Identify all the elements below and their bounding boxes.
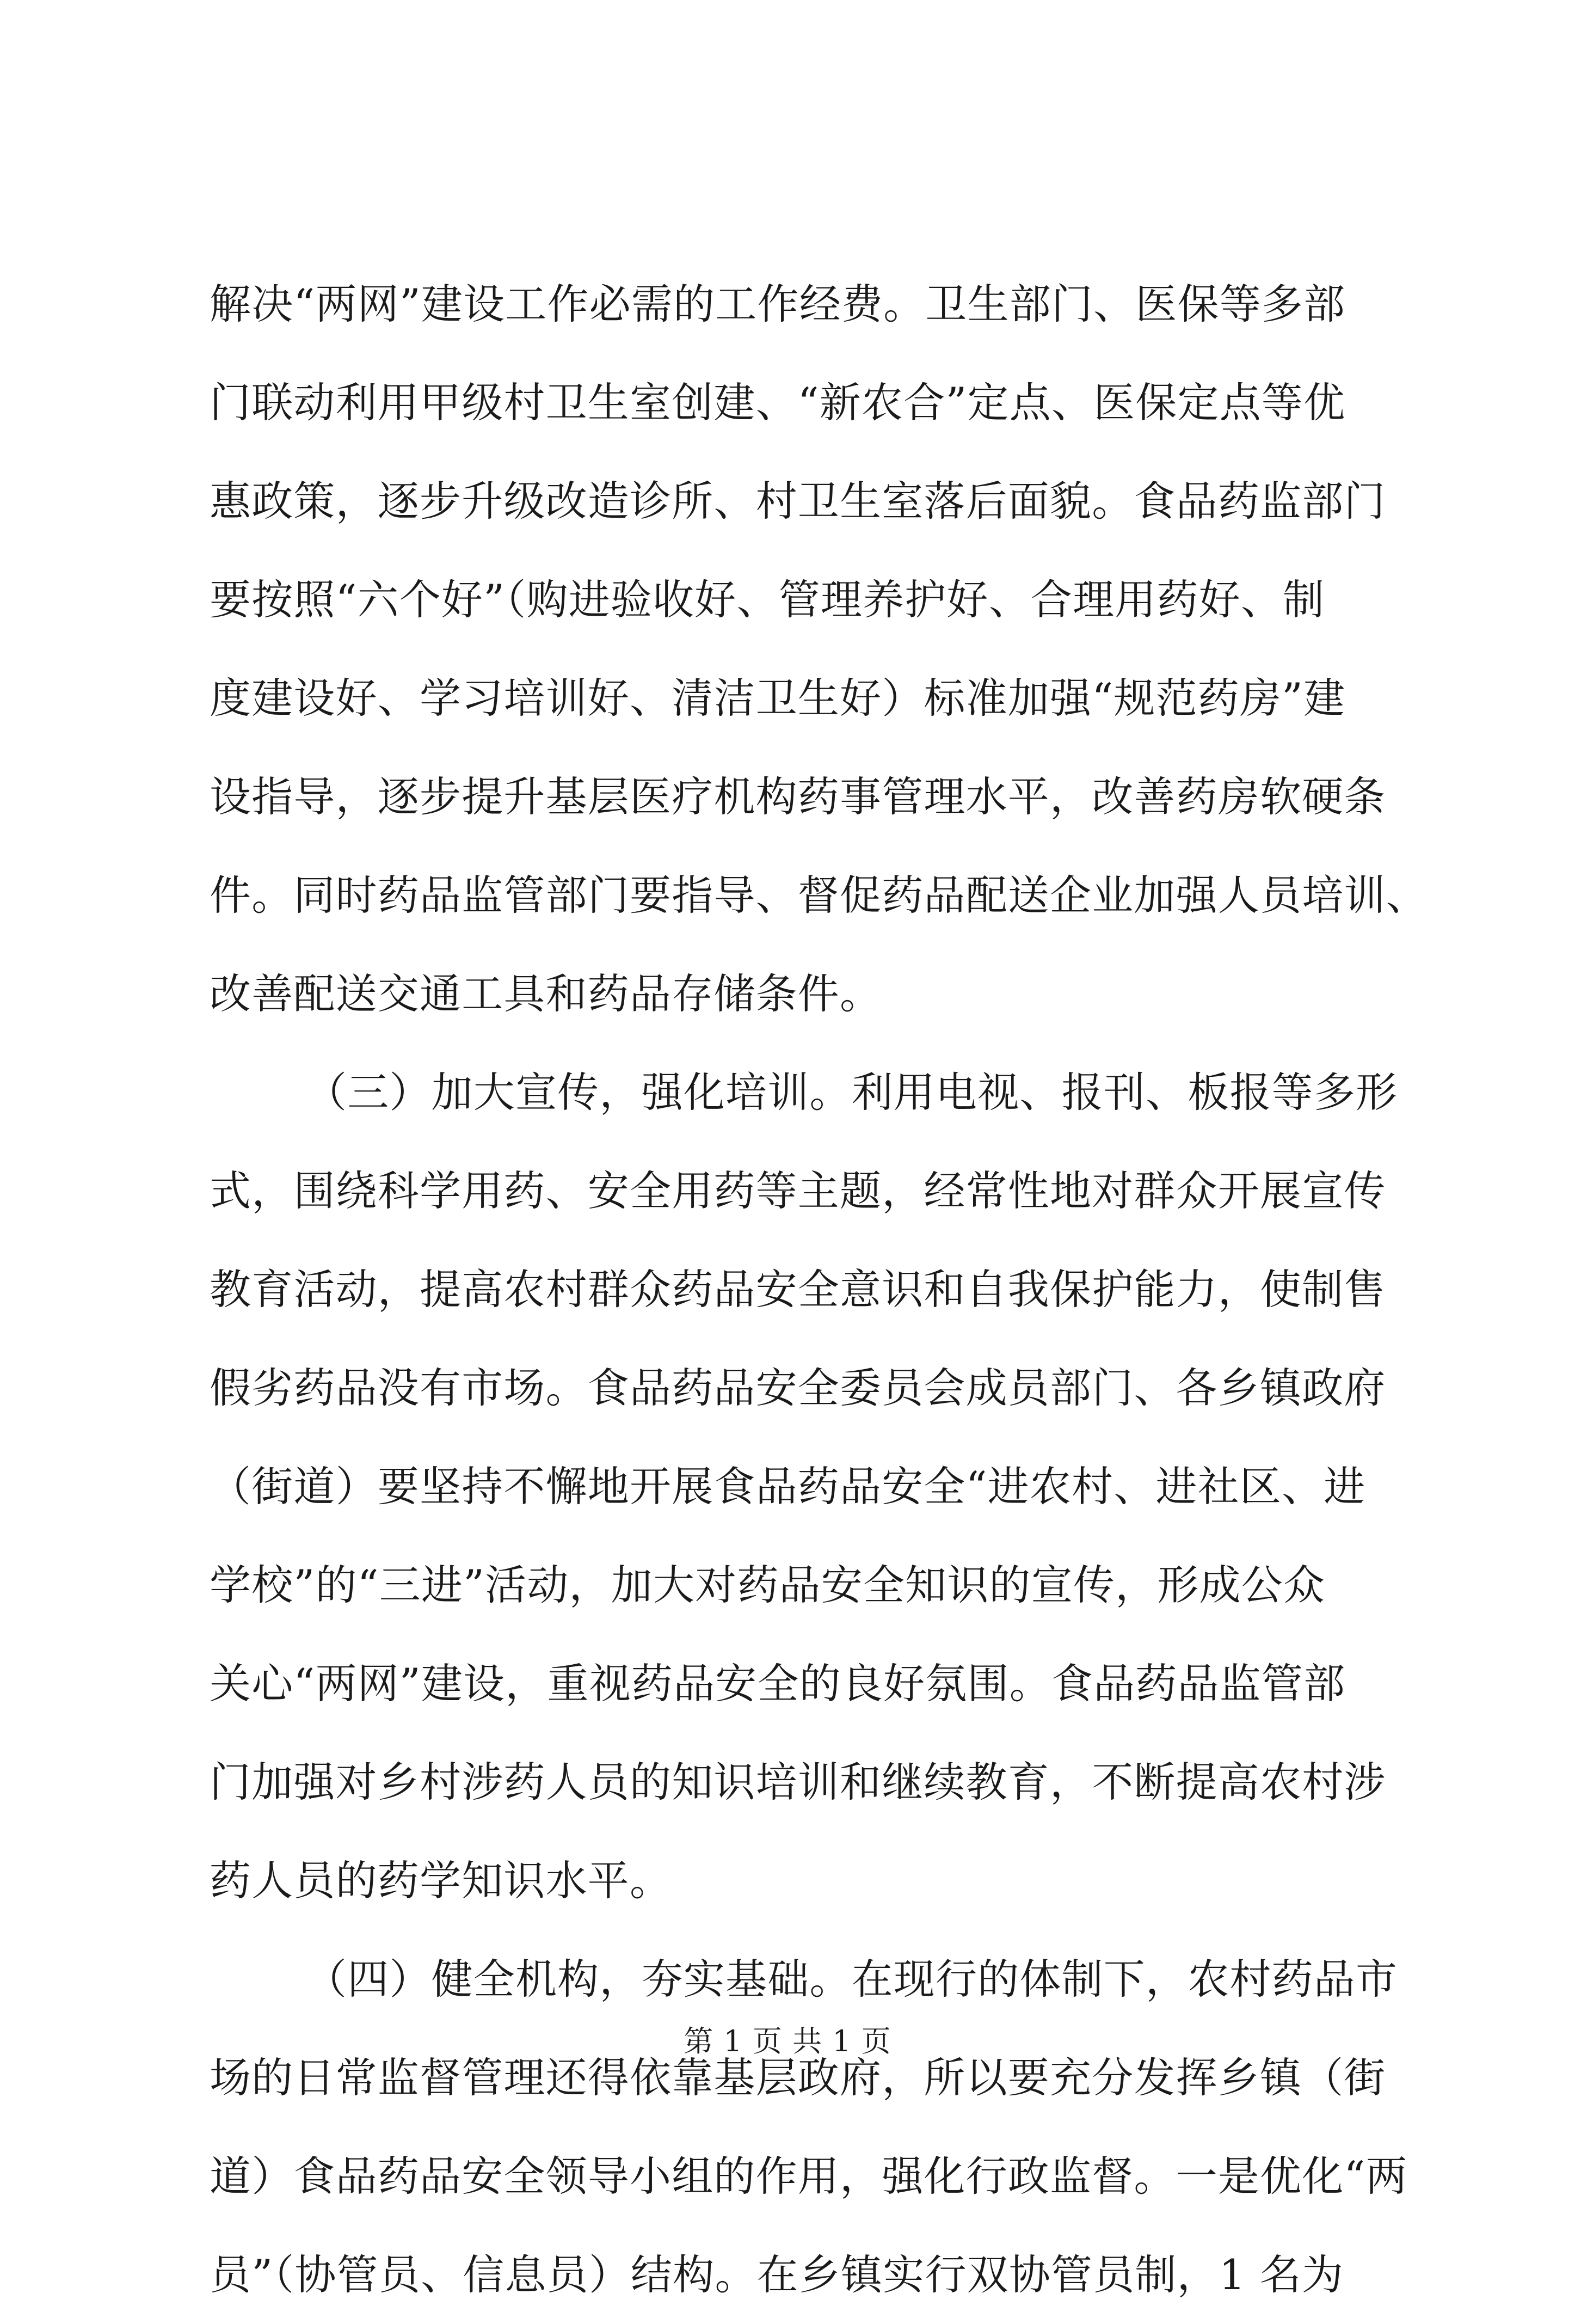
page-number-label: 第 1 页 共 1 页 (684, 2024, 891, 2058)
text-line: 员”（协管员、信息员）结构。在乡镇实行双协管员制，1 名为 (210, 2251, 1344, 2299)
text-line: 门联动利用甲级村卫生室创建、“新农合”定点、医保定点等优 (210, 378, 1346, 427)
paragraph-heading-line: （四）健全机构，夯实基础。在现行的体制下，农村药品市 (305, 1955, 1398, 2003)
text-line: 要按照“六个好”（购进验收好、管理养护好、合理用药好、制 (210, 575, 1325, 624)
text-line: 假劣药品没有市场。食品药品安全委员会成员部门、各乡镇政府 (210, 1364, 1386, 1412)
text-line: 教育活动，提高农村群众药品安全意识和自我保护能力，使制售 (210, 1265, 1386, 1314)
text-line: 道）食品药品安全领导小组的作用，强化行政监督。一是优化“两 (210, 2152, 1408, 2200)
text-line: 度建设好、学习培训好、清洁卫生好）标准加强“规范药房”建 (210, 674, 1346, 722)
text-line: 解决“两网”建设工作必需的工作经费。卫生部门、医保等多部 (210, 280, 1346, 328)
document-body (210, 255, 1428, 2324)
text-line: 场的日常监督管理还得依靠基层政府，所以要充分发挥乡镇（街 (210, 2053, 1386, 2102)
page-footer (0, 2022, 1575, 2061)
text-line: 药人员的药学知识水平。 (210, 1856, 672, 1905)
paragraph-heading-line: （三）加大宣传，强化培训。利用电视、报刊、板报等多形 (305, 1068, 1398, 1117)
text-line: 学校”的“三进”活动，加大对药品安全知识的宣传，形成公众 (210, 1561, 1326, 1609)
text-line: 门加强对乡村涉药人员的知识培训和继续教育，不断提高农村涉 (210, 1758, 1386, 1806)
text-line: （街道）要坚持不懈地开展食品药品安全“进农村、进社区、进 (210, 1462, 1366, 1511)
text-line: 式，围绕科学用药、安全用药等主题，经常性地对群众开展宣传 (210, 1167, 1386, 1215)
text-line: 改善配送交通工具和药品存储条件。 (210, 970, 882, 1018)
text-line: 惠政策，逐步升级改造诊所、村卫生室落后面貌。食品药监部门 (210, 477, 1386, 525)
text-line: 设指导，逐步提升基层医疗机构药事管理水平，改善药房软硬条 (210, 772, 1386, 821)
text-line: 关心“两网”建设，重视药品安全的良好氛围。食品药品监管部 (210, 1659, 1346, 1708)
text-line: 件。同时药品监管部门要指导、督促药品配送企业加强人员培训、 (210, 871, 1428, 919)
